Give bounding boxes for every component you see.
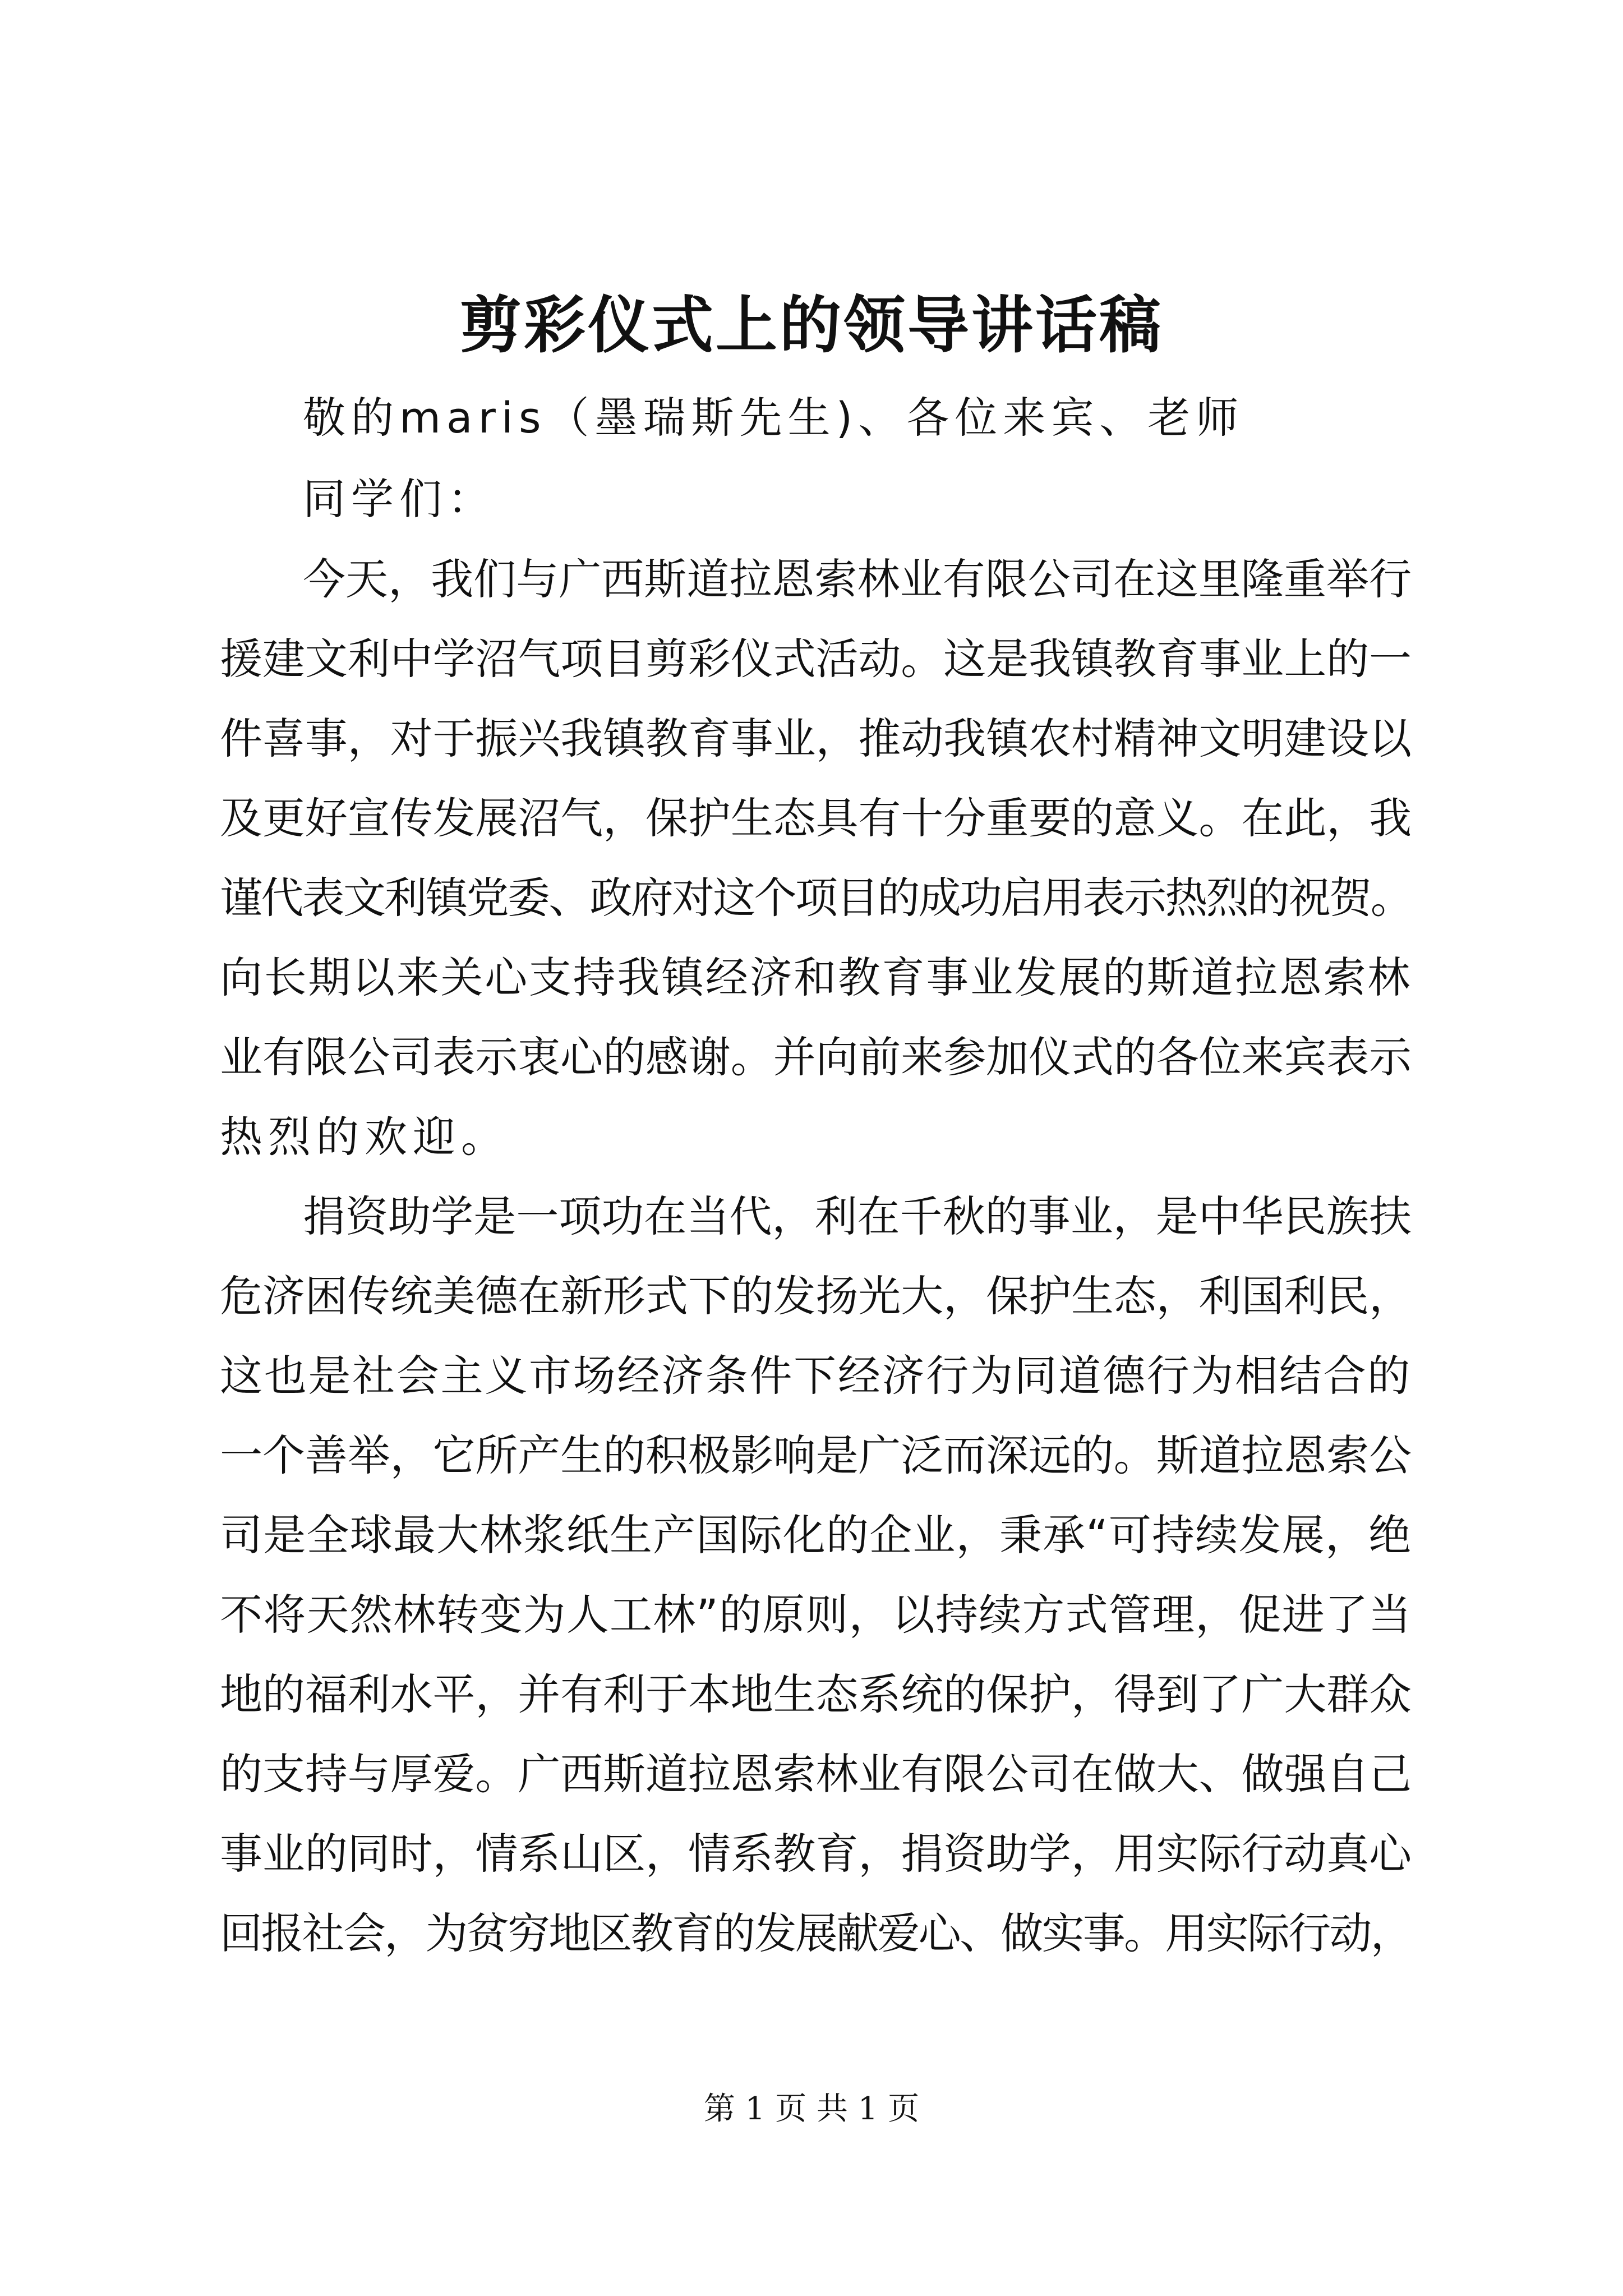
paragraph-line: 回报社会，为贫穷地区教育的发展献爱心、做实事。用实际行动， bbox=[220, 1908, 1412, 1958]
paragraph-line: 一个善举，它所产生的积极影响是广泛而深远的。斯道拉恩索公 bbox=[220, 1430, 1412, 1480]
paragraph-line: 向长期以来关心支持我镇经济和教育事业发展的斯道拉恩索林 bbox=[220, 953, 1412, 1002]
page-title: 剪彩仪式上的领导讲话稿 bbox=[460, 289, 1163, 361]
paragraph-line: 热烈的欢迎。 bbox=[220, 1112, 509, 1162]
paragraph-line: 这也是社会主义市场经济条件下经济行为同道德行为相结合的 bbox=[220, 1351, 1412, 1401]
paragraph-line: 不将天然林转变为人工林”的原则，以持续方式管理，促进了当 bbox=[220, 1590, 1412, 1640]
paragraph-line: 援建文利中学沼气项目剪彩仪式活动。这是我镇教育事业上的一 bbox=[220, 634, 1412, 684]
paragraph-line: 件喜事，对于振兴我镇教育事业，推动我镇农村精神文明建设以 bbox=[220, 714, 1412, 763]
paragraph-line: 地的福利水平，并有利于本地生态系统的保护，得到了广大群众 bbox=[220, 1669, 1412, 1719]
paragraph-line: 谨代表文利镇党委、政府对这个项目的成功启用表示热烈的祝贺。 bbox=[220, 873, 1412, 923]
salutation-line: 敬的maris（墨瑞斯先生)、各位来宾、老师 bbox=[303, 393, 1244, 443]
paragraph-line: 捐资助学是一项功在当代，利在千秋的事业，是中华民族扶 bbox=[303, 1191, 1412, 1241]
paragraph-line: 今天，我们与广西斯道拉恩索林业有限公司在这里隆重举行 bbox=[303, 554, 1412, 604]
paragraph-line: 的支持与厚爱。广西斯道拉恩索林业有限公司在做大、做强自己 bbox=[220, 1749, 1412, 1799]
paragraph-line: 及更好宣传发展沼气，保护生态具有十分重要的意义。在此，我 bbox=[220, 793, 1412, 843]
paragraph-line: 司是全球最大林浆纸生产国际化的企业，秉承“可持续发展，绝 bbox=[220, 1510, 1412, 1560]
paragraph-line: 业有限公司表示衷心的感谢。并向前来参加仪式的各位来宾表示 bbox=[220, 1032, 1412, 1082]
paragraph-line: 危济困传统美德在新形式下的发扬光大，保护生态，利国利民， bbox=[220, 1271, 1412, 1321]
salutation-line: 同学们： bbox=[303, 474, 496, 524]
page-footer: 第 1 页 共 1 页 bbox=[703, 2091, 920, 2127]
paragraph-line: 事业的同时，情系山区，情系教育，捐资助学，用实际行动真心 bbox=[220, 1829, 1412, 1879]
